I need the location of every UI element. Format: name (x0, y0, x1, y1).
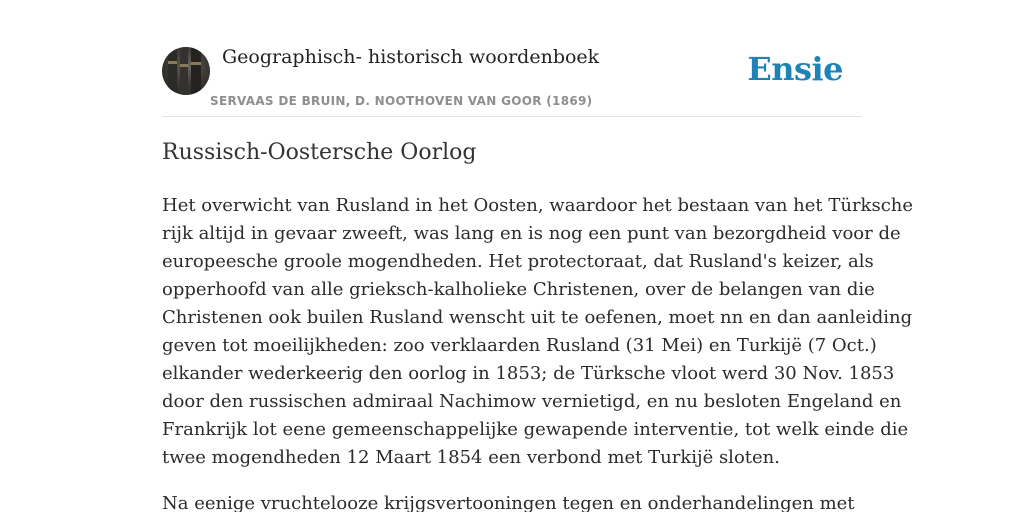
entry-paragraph (162, 192, 914, 472)
brand-logo[interactable]: Ensie (747, 50, 843, 88)
entry-paragraph (162, 490, 862, 512)
text-line: europeesche groole mogendheden. Het protectoraat, dat Rusland's keizer, als (162, 251, 874, 272)
text-line: opperhoofd van alle grieksch-kalholieke Christenen, over de belangen van die (162, 279, 875, 300)
text-line: elkander wederkeerig den oorlog in 1853; de Türksche vloot werd 30 Nov. 1853 (162, 363, 895, 384)
text-line: Christenen ook builen Rusland wenscht uit te oefenen, moet nn en dan aanleiding (162, 307, 913, 328)
text-line: rijk altijd in gevaar zweeft, was lang en is nog een punt van bezorgdheid voor de (162, 223, 901, 244)
text-line: Frankrijk lot eene gemeenschappelijke gewapende interventie, tot welk einde die (162, 419, 909, 440)
book-author: SERVAAS DE BRUIN, D. NOOTHOVEN VAN GOOR (1869) (210, 94, 593, 108)
book-title[interactable]: Geographisch- historisch woordenboek (222, 46, 600, 68)
book-cover-icon[interactable] (162, 47, 210, 95)
text-line: geven tot moeilijkheden: zoo verklaarden Rusland (31 Mei) en Turkijë (7 Oct.) (162, 335, 877, 356)
entry-title: Russisch-Oostersche Oorlog (162, 140, 477, 165)
entry-body (162, 192, 914, 512)
text-line: Het overwicht van Rusland in het Oosten, waardoor het bestaan van het Türksche (162, 195, 914, 216)
text-line: twee mogendheden 12 Maart 1854 een verbond met Turkijë sloten. (162, 447, 780, 468)
text-line: Na eenige vruchtelooze krijgsvertooningen tegen en onderhandelingen met (162, 493, 855, 512)
text-line: door den russischen admiraal Nachimow vernietigd, en nu besloten Engeland en (162, 391, 902, 412)
book-header (162, 40, 862, 117)
